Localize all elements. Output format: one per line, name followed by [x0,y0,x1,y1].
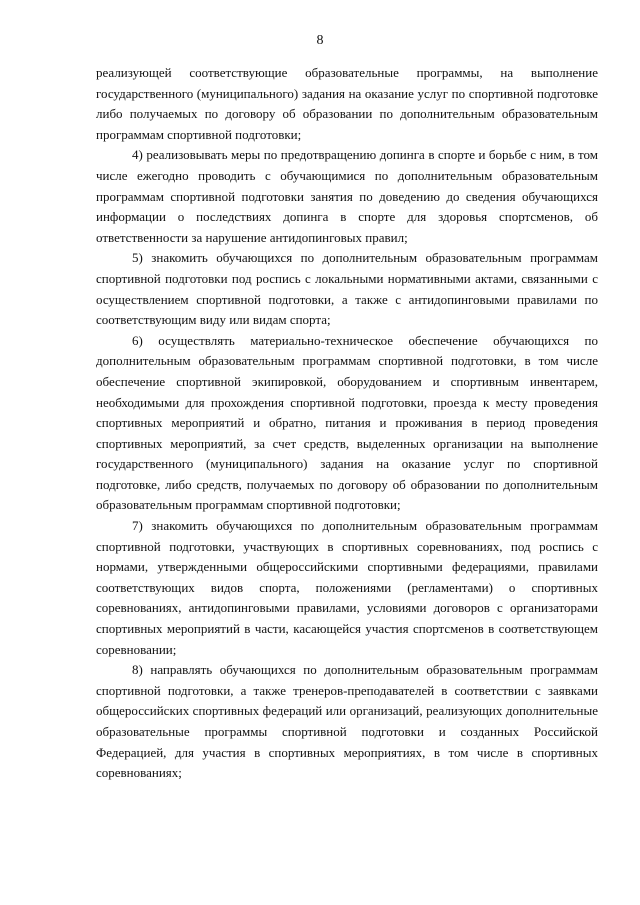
paragraph-item-8: 8) направлять обучающихся по дополнительным образовательным программам спортивной подготовки, а также тренеров-преподавателей в соответствии с заявками общероссийских спортивных федераций или организаций, реализующих дополнительные образовательные программы спортивной подготовки и созданных Российской Федерацией, для участия в спортивных мероприятиях, в том числе в спортивных соревнованиях; [96,662,598,781]
paragraph-item-5: 5) знакомить обучающихся по дополнительным образовательным программам спортивной подготовки под роспись с локальными нормативными актами, связанными с осуществлением спортивной подготовки, а также с антидопинговыми правилами по соответствующим виду или видам спорта; [96,250,598,328]
paragraph-continuation: реализующей соответствующие образовательные программы, на выполнение государственного (муниципального) задания на оказание услуг по спортивной подготовке либо получаемых по договору об образовании по дополнительным образовательным программам спортивной подготовки; [96,65,598,142]
page-number: 8 [316,33,324,48]
document-body [96,63,598,784]
paragraph-item-4: 4) реализовывать меры по предотвращению допинга в спорте и борьбе с ним, в том числе ежегодно проводить с обучающимися по дополнительным образовательным программам спортивной подготовки занятия по доведению до сведения обучающихся информации о последствиях допинга в спорте для здоровья спортсменов, об ответственности за нарушение антидопинговых правил; [96,147,598,245]
paragraph-item-6: 6) осуществлять материально-техническое обеспечение обучающихся по дополнительным образовательным программам спортивной подготовки, в том числе обеспечение спортивной экипировкой, оборудованием и спортивным инвентарем, необходимыми для прохождения спортивной подготовки, проезда к месту проведения спортивных мероприятий и обратно, питания и проживания в период проведения спортивных мероприятий, за счет средств, выделенных организации на выполнение государственного (муниципального) задания на оказание услуг по спортивной подготовке, либо средств, получаемых по договору об образовании по дополнительным образовательным программам спортивной подготовки; [96,332,598,513]
paragraph-item-7: 7) знакомить обучающихся по дополнительным образовательным программам спортивной подготовки, участвующих в спортивных соревнованиях, под роспись с нормами, утвержденными общероссийскими спортивными федерациями, правилами соответствующих видов спорта, положениями (регламентами) о спортивных соревнованиях, антидопинговыми правилами, условиями договоров с организаторами спортивных мероприятий в части, касающейся участия спортсменов в соответствующем соревновании; [96,518,598,657]
